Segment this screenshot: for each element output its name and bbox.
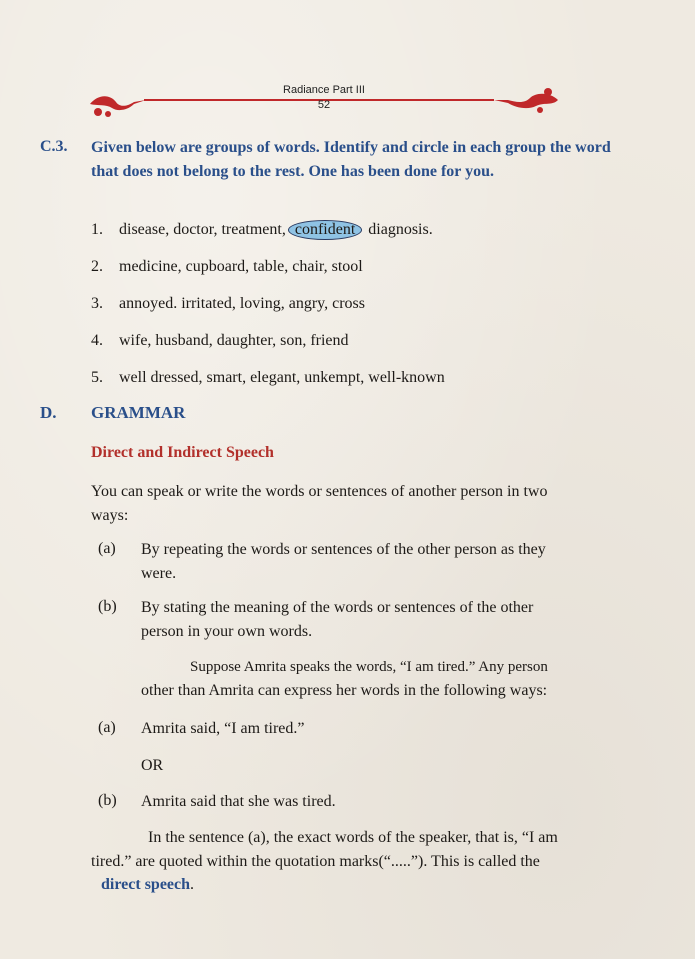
list-item-text: annoyed. irritated, loving, angry, cross: [119, 295, 366, 312]
way-text-line-2: person in your own words.: [141, 623, 313, 640]
question-label: C.3.: [40, 138, 68, 155]
page-number: 52: [317, 99, 331, 111]
book-title: Radiance Part III: [283, 84, 365, 96]
explain-end: .: [190, 876, 195, 893]
way-label: (a): [98, 540, 116, 557]
question-instructions: Given below are groups of words. Identify and circle in each group the word that does not belong to the rest. One has been done for you.: [91, 139, 611, 180]
list-item: [91, 295, 365, 313]
way-text-line-1: By stating the meaning of the words or sentences of the other: [141, 599, 534, 616]
section-label: D.: [40, 403, 57, 422]
intro-line-1: You can speak or write the words or sentences of another person in two: [91, 483, 548, 500]
list-item-text-after: diagnosis.: [364, 221, 433, 238]
list-item-text: well dressed, smart, elegant, unkempt, well-known: [119, 369, 445, 386]
list-item-number: 5.: [91, 369, 103, 386]
suppose-line-2: other than Amrita can express her words in the following ways:: [141, 682, 548, 699]
list-item-number: 1.: [91, 221, 103, 238]
list-item: [91, 258, 363, 276]
list-item: [91, 220, 433, 240]
section-title: GRAMMAR: [91, 403, 186, 422]
list-item-text: medicine, cupboard, table, chair, stool: [119, 258, 363, 275]
way-text-line-2: were.: [141, 565, 177, 582]
example-text: Amrita said, “I am tired.”: [141, 720, 305, 737]
explain-line-1: In the sentence (a), the exact words of the speaker, that is, “I am: [148, 829, 558, 846]
list-item-text: wife, husband, daughter, son, friend: [119, 332, 349, 349]
way-label: (b): [98, 598, 117, 615]
page-header: [84, 84, 564, 124]
example-label: (a): [98, 719, 116, 736]
way-text-line-1: By repeating the words or sentences of the other person as they: [141, 541, 546, 558]
list-item: [91, 369, 445, 387]
explain-line-2: tired.” are quoted within the quotation marks(“.....”). This is called the: [91, 853, 540, 870]
suppose-line-1: Suppose Amrita speaks the words, “I am tired.” Any person: [190, 659, 548, 675]
example-text: Amrita said that she was tired.: [141, 793, 336, 810]
or-text: OR: [141, 757, 164, 774]
list-item-number: 2.: [91, 258, 103, 275]
intro-line-2: ways:: [91, 507, 129, 524]
example-label: (b): [98, 792, 117, 809]
direct-speech-term: direct speech: [101, 876, 191, 893]
list-item-number: 3.: [91, 295, 103, 312]
section-subtitle: Direct and Indirect Speech: [91, 444, 274, 461]
circled-word: confident: [288, 220, 362, 240]
explain-line-3: [101, 873, 194, 897]
list-item: [91, 332, 349, 350]
list-item-number: 4.: [91, 332, 103, 349]
list-item-text: disease, doctor, treatment,: [119, 221, 286, 238]
